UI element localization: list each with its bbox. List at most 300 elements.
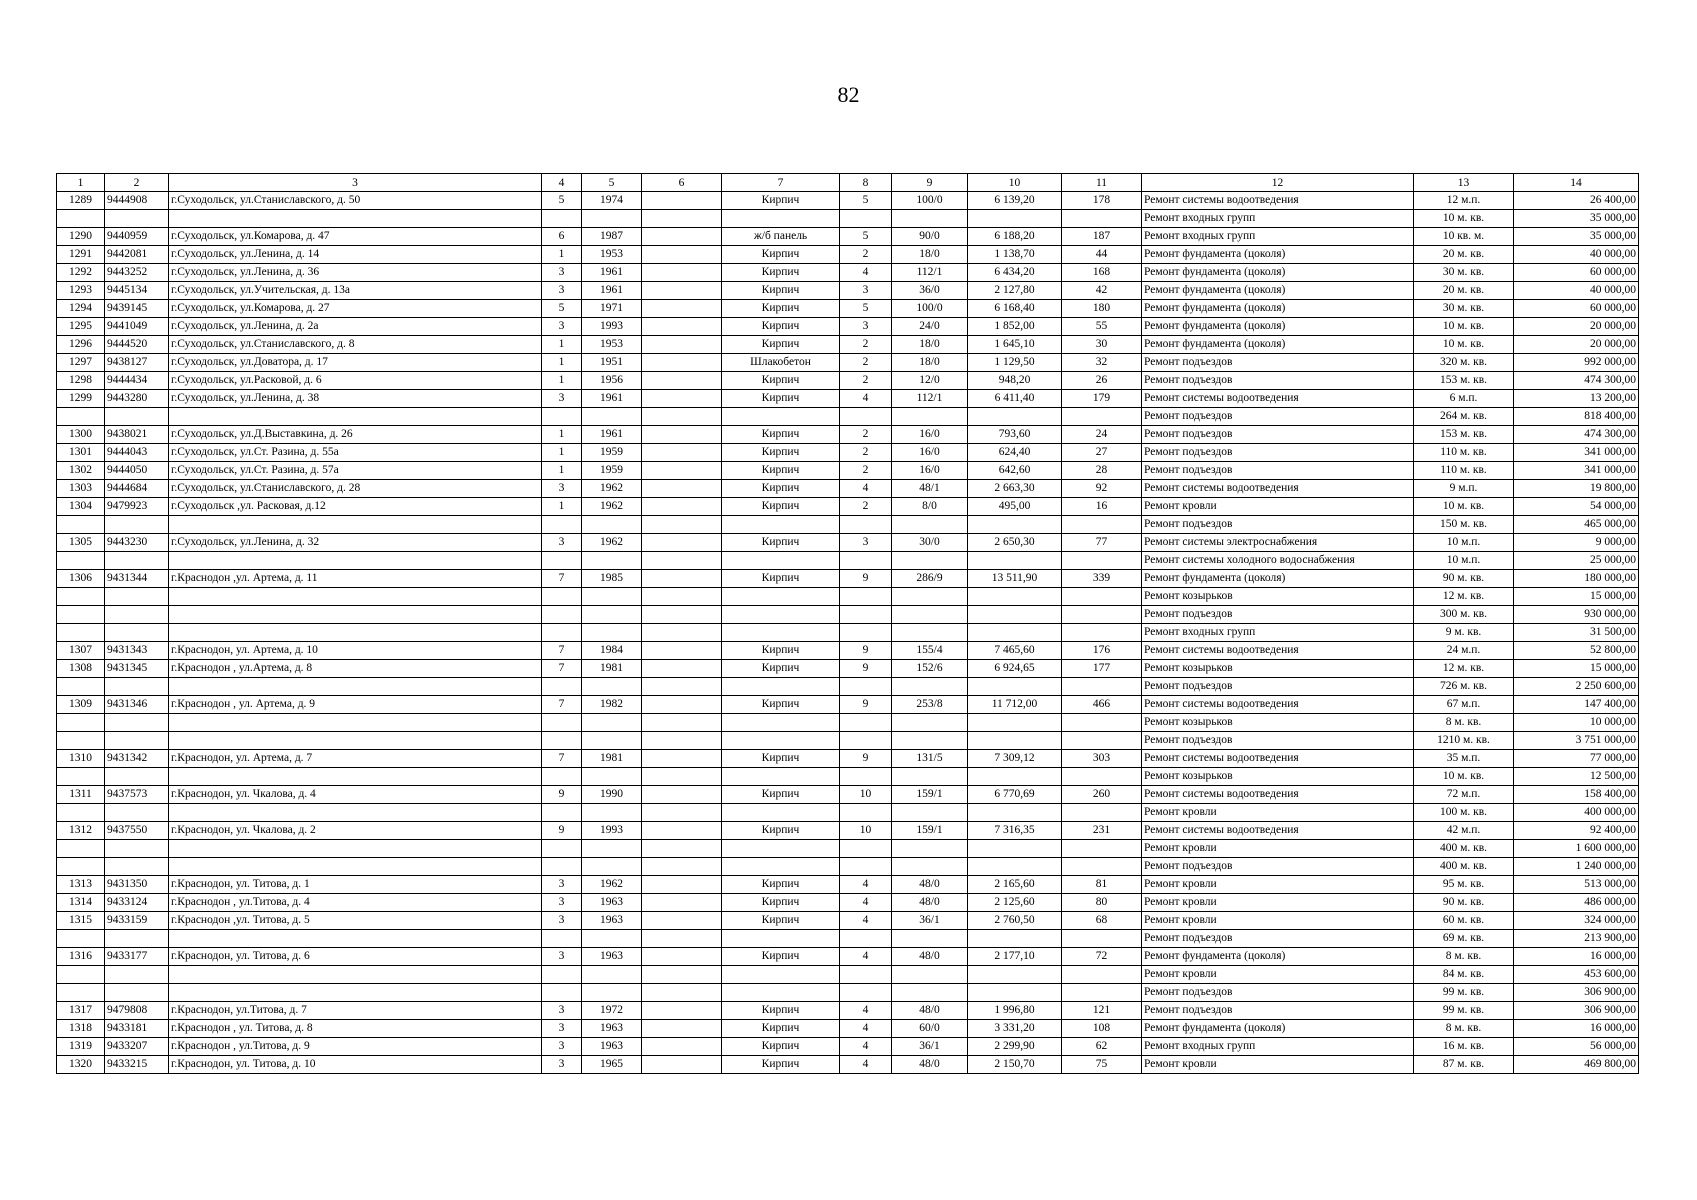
residents-cell: 75 [1062, 1056, 1142, 1074]
work-volume-cell: 400 м. кв. [1414, 840, 1514, 858]
work-cost-cell: 1 240 000,00 [1514, 858, 1639, 876]
floors-cell: 9 [840, 696, 892, 714]
wall-material-cell: Кирпич [722, 246, 840, 264]
work-volume-cell: 10 кв. м. [1414, 228, 1514, 246]
column-header: 6 [642, 174, 722, 192]
column-9-value-cell: 112/1 [892, 390, 968, 408]
row-number-cell [57, 930, 105, 948]
residents-cell: 303 [1062, 750, 1142, 768]
address-cell: г.Суходольск, ул.Расковой, д. 6 [169, 372, 542, 390]
column-6-value-cell [642, 642, 722, 660]
year-built-cell: 1962 [582, 534, 642, 552]
column-9-value-cell: 18/0 [892, 246, 968, 264]
wall-material-cell: Кирпич [722, 372, 840, 390]
wall-material-cell [722, 678, 840, 696]
column-4-value-cell [542, 678, 582, 696]
column-9-value-cell: 12/0 [892, 372, 968, 390]
work-cost-cell: 474 300,00 [1514, 372, 1639, 390]
wall-material-cell [722, 804, 840, 822]
work-volume-cell: 90 м. кв. [1414, 570, 1514, 588]
address-cell: г.Суходольск, ул.Станиславского, д. 50 [169, 192, 542, 210]
work-type-cell: Ремонт фундамента (цоколя) [1142, 570, 1414, 588]
row-number-cell: 1290 [57, 228, 105, 246]
work-cost-cell: 13 200,00 [1514, 390, 1639, 408]
table-row [57, 912, 1639, 930]
column-9-value-cell: 18/0 [892, 354, 968, 372]
wall-material-cell [722, 624, 840, 642]
work-cost-cell: 60 000,00 [1514, 264, 1639, 282]
column-4-value-cell [542, 768, 582, 786]
column-header: 10 [968, 174, 1062, 192]
year-built-cell: 1962 [582, 480, 642, 498]
column-6-value-cell [642, 966, 722, 984]
column-6-value-cell [642, 318, 722, 336]
address-cell: г.Краснодон, ул. Артема, д. 10 [169, 642, 542, 660]
floors-cell [840, 714, 892, 732]
work-volume-cell: 42 м.п. [1414, 822, 1514, 840]
work-type-cell: Ремонт козырьков [1142, 714, 1414, 732]
house-code-cell: 9433177 [105, 948, 169, 966]
column-9-value-cell: 159/1 [892, 786, 968, 804]
column-4-value-cell: 3 [542, 1056, 582, 1074]
work-volume-cell: 10 м.п. [1414, 534, 1514, 552]
residents-cell: 108 [1062, 1020, 1142, 1038]
column-header: 7 [722, 174, 840, 192]
column-4-value-cell: 3 [542, 1002, 582, 1020]
table-row [57, 894, 1639, 912]
column-4-value-cell: 1 [542, 354, 582, 372]
table-header [57, 174, 1639, 192]
work-volume-cell: 8 м. кв. [1414, 714, 1514, 732]
total-area-cell: 2 150,70 [968, 1056, 1062, 1074]
work-cost-cell: 92 400,00 [1514, 822, 1639, 840]
floors-cell [840, 966, 892, 984]
wall-material-cell: Кирпич [722, 426, 840, 444]
work-volume-cell: 60 м. кв. [1414, 912, 1514, 930]
row-number-cell: 1311 [57, 786, 105, 804]
work-type-cell: Ремонт подъездов [1142, 858, 1414, 876]
address-cell [169, 858, 542, 876]
table-row-continuation [57, 624, 1639, 642]
column-6-value-cell [642, 300, 722, 318]
address-cell: г.Суходольск, ул.Ленина, д. 2а [169, 318, 542, 336]
total-area-cell [968, 840, 1062, 858]
residents-cell [1062, 804, 1142, 822]
row-number-cell: 1320 [57, 1056, 105, 1074]
residents-cell: 26 [1062, 372, 1142, 390]
total-area-cell [968, 714, 1062, 732]
column-6-value-cell [642, 516, 722, 534]
work-volume-cell: 6 м.п. [1414, 390, 1514, 408]
column-4-value-cell [542, 516, 582, 534]
column-9-value-cell [892, 714, 968, 732]
work-volume-cell: 8 м. кв. [1414, 948, 1514, 966]
table-row-continuation [57, 732, 1639, 750]
column-4-value-cell: 7 [542, 642, 582, 660]
column-9-value-cell: 8/0 [892, 498, 968, 516]
address-cell [169, 966, 542, 984]
work-cost-cell: 1 600 000,00 [1514, 840, 1639, 858]
row-number-cell [57, 516, 105, 534]
total-area-cell: 6 188,20 [968, 228, 1062, 246]
house-code-cell [105, 858, 169, 876]
wall-material-cell [722, 732, 840, 750]
work-cost-cell: 52 800,00 [1514, 642, 1639, 660]
work-volume-cell: 24 м.п. [1414, 642, 1514, 660]
work-volume-cell: 726 м. кв. [1414, 678, 1514, 696]
column-9-value-cell [892, 858, 968, 876]
floors-cell: 4 [840, 264, 892, 282]
floors-cell [840, 408, 892, 426]
year-built-cell [582, 678, 642, 696]
wall-material-cell [722, 984, 840, 1002]
table-row [57, 426, 1639, 444]
total-area-cell: 2 650,30 [968, 534, 1062, 552]
address-cell: г.Суходольск, ул.Д.Выставкина, д. 26 [169, 426, 542, 444]
column-header: 1 [57, 174, 105, 192]
column-4-value-cell [542, 732, 582, 750]
table-row [57, 822, 1639, 840]
residents-cell: 72 [1062, 948, 1142, 966]
row-number-cell [57, 768, 105, 786]
house-code-cell: 9431350 [105, 876, 169, 894]
work-cost-cell: 992 000,00 [1514, 354, 1639, 372]
table-row [57, 570, 1639, 588]
wall-material-cell: Кирпич [722, 300, 840, 318]
work-type-cell: Ремонт фундамента (цоколя) [1142, 948, 1414, 966]
address-cell: г.Краснодон, ул. Чкалова, д. 2 [169, 822, 542, 840]
residents-cell: 16 [1062, 498, 1142, 516]
column-header: 13 [1414, 174, 1514, 192]
floors-cell: 4 [840, 894, 892, 912]
wall-material-cell: Кирпич [722, 1020, 840, 1038]
total-area-cell [968, 966, 1062, 984]
work-volume-cell: 12 м. кв. [1414, 588, 1514, 606]
total-area-cell: 2 177,10 [968, 948, 1062, 966]
column-4-value-cell: 7 [542, 570, 582, 588]
work-cost-cell: 341 000,00 [1514, 444, 1639, 462]
column-6-value-cell [642, 930, 722, 948]
column-6-value-cell [642, 606, 722, 624]
work-type-cell: Ремонт подъездов [1142, 606, 1414, 624]
table-row-continuation [57, 606, 1639, 624]
work-type-cell: Ремонт кровли [1142, 498, 1414, 516]
total-area-cell [968, 804, 1062, 822]
address-cell: г.Суходольск, ул.Ленина, д. 32 [169, 534, 542, 552]
residents-cell [1062, 516, 1142, 534]
work-volume-cell: 67 м.п. [1414, 696, 1514, 714]
work-cost-cell: 474 300,00 [1514, 426, 1639, 444]
total-area-cell [968, 210, 1062, 228]
column-9-value-cell: 30/0 [892, 534, 968, 552]
column-4-value-cell [542, 588, 582, 606]
floors-cell [840, 678, 892, 696]
work-type-cell: Ремонт фундамента (цоколя) [1142, 300, 1414, 318]
column-9-value-cell [892, 930, 968, 948]
wall-material-cell: Шлакобетон [722, 354, 840, 372]
table-row [57, 696, 1639, 714]
total-area-cell: 6 770,69 [968, 786, 1062, 804]
row-number-cell: 1299 [57, 390, 105, 408]
table-row [57, 192, 1639, 210]
column-4-value-cell [542, 858, 582, 876]
year-built-cell [582, 210, 642, 228]
column-9-value-cell: 36/1 [892, 1038, 968, 1056]
house-code-cell [105, 768, 169, 786]
table-row-continuation [57, 552, 1639, 570]
row-number-cell: 1306 [57, 570, 105, 588]
wall-material-cell [722, 606, 840, 624]
row-number-cell [57, 714, 105, 732]
work-cost-cell: 31 500,00 [1514, 624, 1639, 642]
column-9-value-cell: 48/0 [892, 894, 968, 912]
year-built-cell: 1963 [582, 894, 642, 912]
table-row [57, 660, 1639, 678]
work-volume-cell: 9 м. кв. [1414, 624, 1514, 642]
residents-cell [1062, 840, 1142, 858]
year-built-cell: 1961 [582, 282, 642, 300]
table-row-continuation [57, 840, 1639, 858]
address-cell [169, 624, 542, 642]
column-4-value-cell [542, 930, 582, 948]
wall-material-cell: Кирпич [722, 480, 840, 498]
table-row-continuation [57, 858, 1639, 876]
house-code-cell [105, 588, 169, 606]
address-cell: г.Краснодон ,ул. Титова, д. 5 [169, 912, 542, 930]
column-6-value-cell [642, 714, 722, 732]
table-row [57, 390, 1639, 408]
work-cost-cell: 35 000,00 [1514, 228, 1639, 246]
floors-cell [840, 858, 892, 876]
column-4-value-cell [542, 552, 582, 570]
total-area-cell: 2 125,60 [968, 894, 1062, 912]
total-area-cell: 495,00 [968, 498, 1062, 516]
house-code-cell: 9440959 [105, 228, 169, 246]
floors-cell: 9 [840, 570, 892, 588]
row-number-cell: 1308 [57, 660, 105, 678]
column-9-value-cell [892, 984, 968, 1002]
floors-cell [840, 588, 892, 606]
work-type-cell: Ремонт кровли [1142, 1056, 1414, 1074]
house-code-cell: 9444684 [105, 480, 169, 498]
floors-cell [840, 624, 892, 642]
residents-cell: 187 [1062, 228, 1142, 246]
residents-cell: 121 [1062, 1002, 1142, 1020]
total-area-cell [968, 984, 1062, 1002]
total-area-cell: 2 165,60 [968, 876, 1062, 894]
total-area-cell: 1 852,00 [968, 318, 1062, 336]
total-area-cell [968, 408, 1062, 426]
column-9-value-cell: 90/0 [892, 228, 968, 246]
column-header: 14 [1514, 174, 1639, 192]
house-code-cell: 9438127 [105, 354, 169, 372]
year-built-cell [582, 516, 642, 534]
column-4-value-cell: 7 [542, 660, 582, 678]
work-volume-cell: 153 м. кв. [1414, 372, 1514, 390]
house-code-cell: 9431343 [105, 642, 169, 660]
work-type-cell: Ремонт системы водоотведения [1142, 786, 1414, 804]
column-9-value-cell: 253/8 [892, 696, 968, 714]
column-6-value-cell [642, 858, 722, 876]
address-cell: г.Суходольск, ул.Ст. Разина, д. 57а [169, 462, 542, 480]
table-row [57, 534, 1639, 552]
column-4-value-cell: 3 [542, 318, 582, 336]
column-6-value-cell [642, 732, 722, 750]
row-number-cell: 1301 [57, 444, 105, 462]
total-area-cell: 793,60 [968, 426, 1062, 444]
residents-cell: 68 [1062, 912, 1142, 930]
work-cost-cell: 77 000,00 [1514, 750, 1639, 768]
column-4-value-cell: 3 [542, 876, 582, 894]
floors-cell: 2 [840, 354, 892, 372]
column-header: 4 [542, 174, 582, 192]
wall-material-cell: Кирпич [722, 534, 840, 552]
total-area-cell: 1 138,70 [968, 246, 1062, 264]
address-cell [169, 678, 542, 696]
address-cell: г.Суходольск, ул.Комарова, д. 47 [169, 228, 542, 246]
floors-cell: 10 [840, 786, 892, 804]
column-6-value-cell [642, 282, 722, 300]
house-code-cell [105, 210, 169, 228]
year-built-cell: 1963 [582, 948, 642, 966]
row-number-cell: 1294 [57, 300, 105, 318]
wall-material-cell: Кирпич [722, 192, 840, 210]
residents-cell: 466 [1062, 696, 1142, 714]
address-cell [169, 552, 542, 570]
row-number-cell: 1302 [57, 462, 105, 480]
residents-cell: 92 [1062, 480, 1142, 498]
address-cell: г.Суходольск, ул.Ленина, д. 38 [169, 390, 542, 408]
column-4-value-cell: 3 [542, 480, 582, 498]
floors-cell: 3 [840, 282, 892, 300]
column-9-value-cell: 112/1 [892, 264, 968, 282]
row-number-cell: 1319 [57, 1038, 105, 1056]
column-6-value-cell [642, 192, 722, 210]
work-type-cell: Ремонт входных групп [1142, 1038, 1414, 1056]
column-4-value-cell: 1 [542, 336, 582, 354]
house-code-cell [105, 930, 169, 948]
address-cell [169, 714, 542, 732]
work-type-cell: Ремонт козырьков [1142, 768, 1414, 786]
wall-material-cell: ж/б панель [722, 228, 840, 246]
total-area-cell [968, 678, 1062, 696]
table-row [57, 1002, 1639, 1020]
column-4-value-cell: 3 [542, 390, 582, 408]
column-9-value-cell: 36/0 [892, 282, 968, 300]
house-code-cell [105, 624, 169, 642]
row-number-cell: 1289 [57, 192, 105, 210]
work-cost-cell: 818 400,00 [1514, 408, 1639, 426]
wall-material-cell [722, 714, 840, 732]
address-cell [169, 408, 542, 426]
row-number-cell: 1312 [57, 822, 105, 840]
column-4-value-cell: 1 [542, 426, 582, 444]
wall-material-cell: Кирпич [722, 696, 840, 714]
work-type-cell: Ремонт кровли [1142, 840, 1414, 858]
total-area-cell [968, 624, 1062, 642]
address-cell: г.Краснодон , ул. Титова, д. 8 [169, 1020, 542, 1038]
work-type-cell: Ремонт фундамента (цоколя) [1142, 282, 1414, 300]
column-9-value-cell: 100/0 [892, 300, 968, 318]
total-area-cell [968, 588, 1062, 606]
floors-cell: 9 [840, 660, 892, 678]
table-row-continuation [57, 768, 1639, 786]
column-6-value-cell [642, 624, 722, 642]
floors-cell [840, 768, 892, 786]
table-row [57, 462, 1639, 480]
column-4-value-cell [542, 210, 582, 228]
row-number-cell: 1300 [57, 426, 105, 444]
wall-material-cell [722, 966, 840, 984]
wall-material-cell: Кирпич [722, 444, 840, 462]
work-type-cell: Ремонт подъездов [1142, 732, 1414, 750]
house-code-cell [105, 516, 169, 534]
year-built-cell [582, 804, 642, 822]
column-4-value-cell [542, 606, 582, 624]
work-volume-cell: 30 м. кв. [1414, 300, 1514, 318]
year-built-cell: 1990 [582, 786, 642, 804]
house-code-cell: 9431344 [105, 570, 169, 588]
work-type-cell: Ремонт подъездов [1142, 984, 1414, 1002]
column-6-value-cell [642, 498, 722, 516]
work-cost-cell: 60 000,00 [1514, 300, 1639, 318]
floors-cell: 4 [840, 1020, 892, 1038]
total-area-cell [968, 858, 1062, 876]
floors-cell: 5 [840, 192, 892, 210]
work-cost-cell: 213 900,00 [1514, 930, 1639, 948]
wall-material-cell [722, 588, 840, 606]
column-9-value-cell: 16/0 [892, 444, 968, 462]
column-6-value-cell [642, 786, 722, 804]
year-built-cell: 1953 [582, 246, 642, 264]
table-row [57, 1056, 1639, 1074]
column-6-value-cell [642, 768, 722, 786]
total-area-cell [968, 552, 1062, 570]
residents-cell [1062, 714, 1142, 732]
residents-cell: 177 [1062, 660, 1142, 678]
table-row [57, 228, 1639, 246]
work-type-cell: Ремонт фундамента (цоколя) [1142, 264, 1414, 282]
work-cost-cell: 341 000,00 [1514, 462, 1639, 480]
work-volume-cell: 8 м. кв. [1414, 1020, 1514, 1038]
year-built-cell: 1987 [582, 228, 642, 246]
work-cost-cell: 10 000,00 [1514, 714, 1639, 732]
floors-cell: 2 [840, 444, 892, 462]
work-volume-cell: 99 м. кв. [1414, 984, 1514, 1002]
column-9-value-cell: 48/0 [892, 1056, 968, 1074]
address-cell [169, 984, 542, 1002]
column-6-value-cell [642, 912, 722, 930]
year-built-cell: 1959 [582, 462, 642, 480]
column-4-value-cell: 1 [542, 462, 582, 480]
work-volume-cell: 95 м. кв. [1414, 876, 1514, 894]
column-6-value-cell [642, 984, 722, 1002]
address-cell: г.Краснодон ,ул. Артема, д. 11 [169, 570, 542, 588]
table-row-continuation [57, 408, 1639, 426]
row-number-cell [57, 606, 105, 624]
house-code-cell: 9444520 [105, 336, 169, 354]
total-area-cell: 6 434,20 [968, 264, 1062, 282]
floors-cell: 4 [840, 948, 892, 966]
wall-material-cell [722, 516, 840, 534]
column-4-value-cell: 3 [542, 912, 582, 930]
wall-material-cell: Кирпич [722, 660, 840, 678]
address-cell [169, 840, 542, 858]
residents-cell: 32 [1062, 354, 1142, 372]
work-cost-cell: 306 900,00 [1514, 1002, 1639, 1020]
work-cost-cell: 25 000,00 [1514, 552, 1639, 570]
residents-cell [1062, 588, 1142, 606]
